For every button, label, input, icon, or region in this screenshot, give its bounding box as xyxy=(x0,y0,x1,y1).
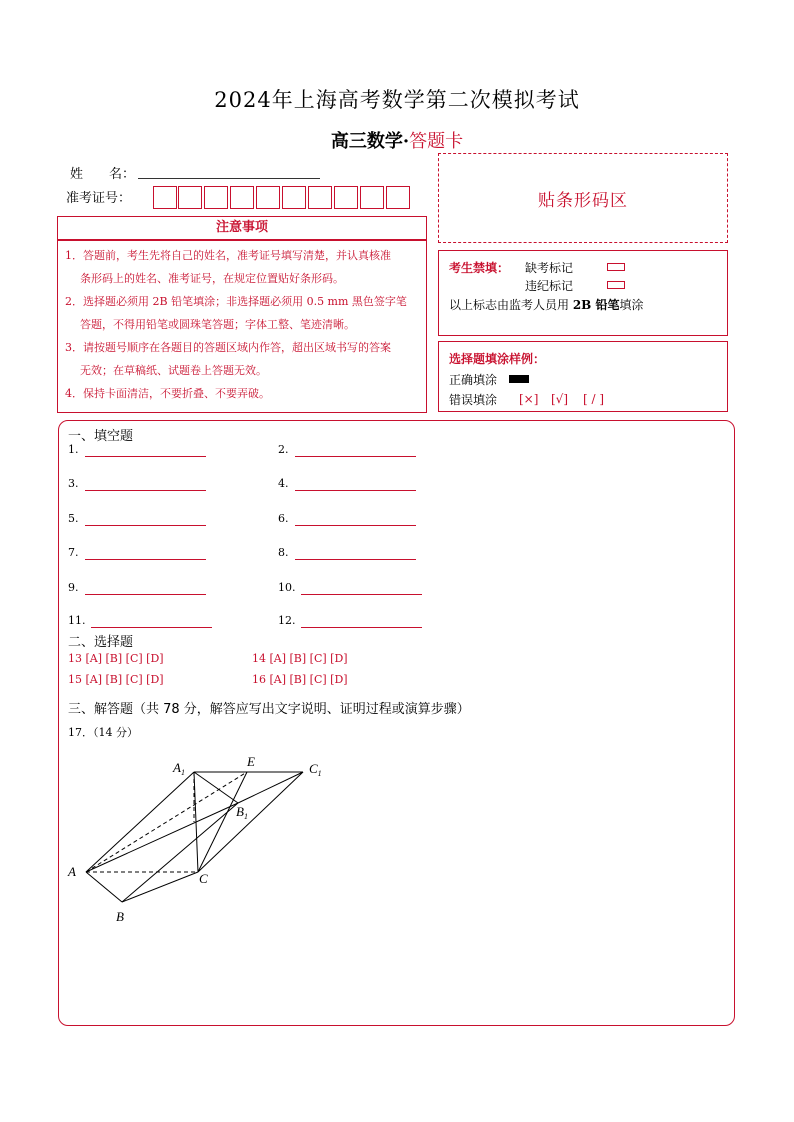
subtitle-red: 答题卡 xyxy=(409,131,464,152)
label-A1: $A_1$ xyxy=(173,760,185,777)
edge-B-C xyxy=(122,872,198,902)
blank-number: 4. xyxy=(278,477,289,490)
notice-item-3-line1: 3．请按题号顺序在各题目的答题区域内作答，超出区域书写的答案 xyxy=(65,341,391,354)
blank-line[interactable] xyxy=(295,456,416,457)
blank-number: 2. xyxy=(278,443,289,456)
barcode-label: 贴条形码区 xyxy=(538,190,628,211)
forbidden-note xyxy=(449,296,644,313)
forbidden-label: 考生禁填： xyxy=(449,261,510,275)
id-label: 准考证号： xyxy=(66,191,132,206)
wrong-mark-slash: [ / ] xyxy=(583,392,605,406)
correct-fill-mark xyxy=(509,375,529,383)
label-A: A xyxy=(68,864,76,879)
id-digit-box[interactable] xyxy=(308,186,332,209)
edge-B-B1 xyxy=(122,803,238,902)
choice-row-14[interactable]: 14 [A] [B] [C] [D] xyxy=(252,652,348,665)
id-digit-box[interactable] xyxy=(153,186,177,209)
edge-C-C1 xyxy=(198,772,303,872)
choice-row-13[interactable]: 13 [A] [B] [C] [D] xyxy=(68,652,164,665)
answer-area xyxy=(58,420,735,1026)
wrong-fill-label: 错误填涂 xyxy=(449,393,498,407)
blank-number: 10. xyxy=(278,581,296,594)
blank-line[interactable] xyxy=(85,456,206,457)
blank-line[interactable] xyxy=(91,627,212,628)
blank-line[interactable] xyxy=(295,525,416,526)
id-digit-box[interactable] xyxy=(334,186,358,209)
id-digit-box[interactable] xyxy=(386,186,410,209)
blank-line[interactable] xyxy=(301,627,422,628)
edge-C-E xyxy=(198,772,247,872)
wrong-mark-check: [√] xyxy=(551,392,569,406)
notice-item-2-line2: 答题，不得用铅笔或圆珠笔答题；字体工整、笔迹清晰。 xyxy=(80,318,355,331)
choice-row-15[interactable]: 15 [A] [B] [C] [D] xyxy=(68,673,164,686)
blank-number: 11. xyxy=(68,614,86,627)
edge-A1-B1 xyxy=(194,772,238,803)
edge-A1-C xyxy=(194,772,198,872)
notice-box xyxy=(57,240,427,413)
blank-number: 3. xyxy=(68,477,79,490)
subtitle-main: 高三数学· xyxy=(330,131,410,152)
card-subtitle xyxy=(0,127,794,153)
sample-label: 选择题填涂样例： xyxy=(449,352,546,366)
label-B1: $B_1$ xyxy=(236,804,248,821)
blank-number: 1. xyxy=(68,443,79,456)
forbidden-note-pre: 以上标志由监考人员用 xyxy=(449,298,573,312)
edge-A-B xyxy=(86,872,122,902)
notice-item-1-line2: 条形码上的姓名、准考证号，在规定位置贴好条形码。 xyxy=(80,272,344,285)
violation-label: 违纪标记 xyxy=(525,279,574,293)
forbidden-note-post: 填涂 xyxy=(619,298,644,312)
name-field[interactable] xyxy=(138,178,320,179)
blank-number: 9. xyxy=(68,581,79,594)
blank-number: 6. xyxy=(278,512,289,525)
blank-number: 7. xyxy=(68,546,79,559)
blank-line[interactable] xyxy=(301,594,422,595)
blank-line[interactable] xyxy=(85,559,206,560)
id-digit-box[interactable] xyxy=(230,186,254,209)
notice-item-4: 4．保持卡面清洁，不要折叠、不要弄破。 xyxy=(65,387,270,400)
absent-label: 缺考标记 xyxy=(525,261,574,275)
forbidden-note-bold: 2B 铅笔 xyxy=(572,298,620,312)
sample-box xyxy=(438,341,728,412)
notice-item-2-line1: 2．选择题必须用 2B 铅笔填涂；非选择题必须用 0.5 mm 黑色签字笔 xyxy=(65,295,407,308)
question-17-label: 17．（14 分） xyxy=(68,726,138,739)
answer-heading: 三、解答题（共 78 分，解答应写出文字说明、证明过程或演算步骤） xyxy=(68,702,470,717)
edge-B1-C1 xyxy=(238,772,303,803)
edge-A-A1 xyxy=(86,772,194,872)
blank-number: 8. xyxy=(278,546,289,559)
wrong-mark-cross: [×] xyxy=(519,392,539,406)
blank-number: 12. xyxy=(278,614,296,627)
label-C: C xyxy=(199,871,208,886)
forbidden-box xyxy=(438,250,728,336)
blank-line[interactable] xyxy=(85,525,206,526)
id-digit-box[interactable] xyxy=(178,186,202,209)
id-digit-box[interactable] xyxy=(204,186,228,209)
violation-mark[interactable] xyxy=(607,281,625,289)
label-C1: $C_1$ xyxy=(309,761,322,778)
blank-number: 5. xyxy=(68,512,79,525)
notice-item-3-line2: 无效；在草稿纸、试题卷上答题无效。 xyxy=(80,364,267,377)
notice-item-1-line1: 1．答题前，考生先将自己的姓名，准考证号填写清楚，并认真核准 xyxy=(65,249,391,262)
choice-heading: 二、选择题 xyxy=(68,635,134,650)
fill-in-heading: 一、填空题 xyxy=(68,429,134,444)
name-label: 姓 名： xyxy=(70,167,136,182)
choice-row-16[interactable]: 16 [A] [B] [C] [D] xyxy=(252,673,348,686)
blank-line[interactable] xyxy=(85,594,206,595)
absent-mark[interactable] xyxy=(607,263,625,271)
correct-fill-label: 正确填涂 xyxy=(449,373,498,387)
label-E: E xyxy=(247,754,255,769)
notice-heading: 注意事项 xyxy=(57,216,427,240)
prism-figure xyxy=(60,750,340,930)
id-digit-box[interactable] xyxy=(282,186,306,209)
blank-line[interactable] xyxy=(85,490,206,491)
blank-line[interactable] xyxy=(295,559,416,560)
page-title: 2024年上海高考数学第二次模拟考试 xyxy=(214,88,580,112)
blank-line[interactable] xyxy=(295,490,416,491)
barcode-area xyxy=(438,153,728,243)
id-digit-box[interactable] xyxy=(256,186,280,209)
label-B: B xyxy=(116,909,124,924)
id-digit-box[interactable] xyxy=(360,186,384,209)
